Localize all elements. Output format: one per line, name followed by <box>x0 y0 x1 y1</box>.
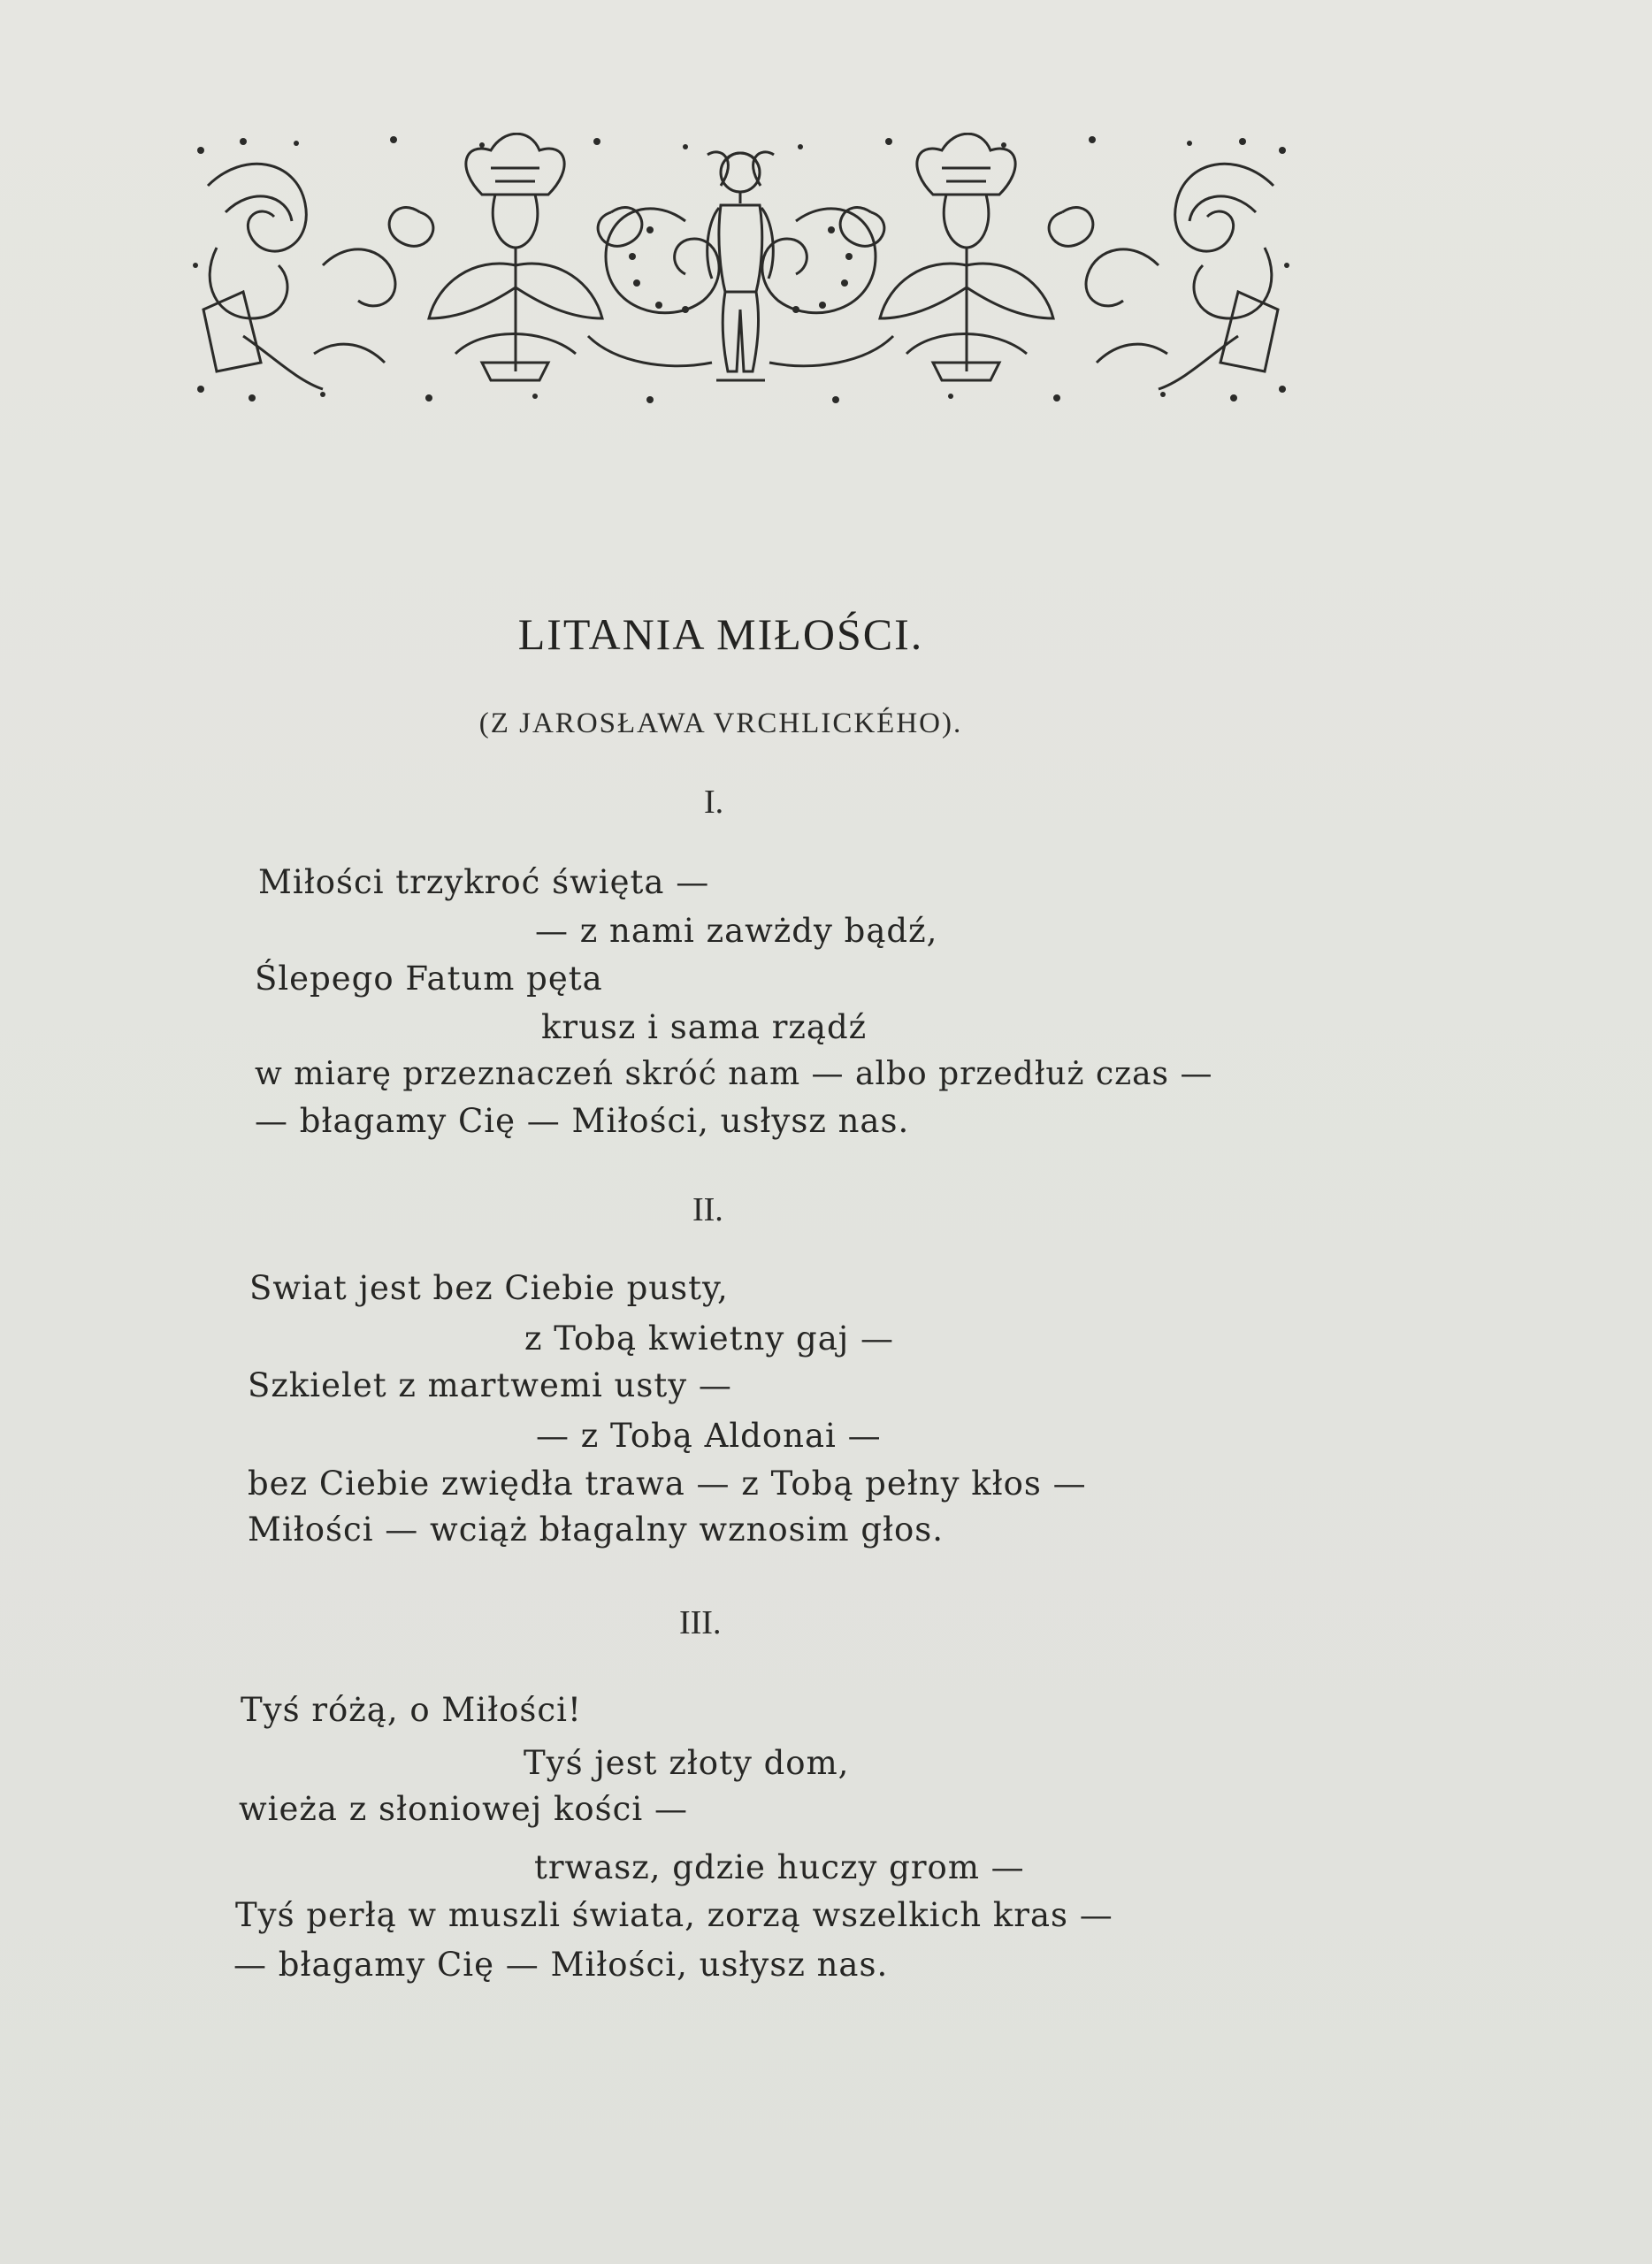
stanza-2-line-3: Szkielet z martwemi usty — <box>248 1366 732 1404</box>
poem-subtitle: (Z JAROSŁAWA VRCHLICKÉHO). <box>478 708 963 739</box>
stanza-2-line-6: Miłości — wciąż błagalny wznosim głos. <box>248 1511 945 1549</box>
stanza-2-line-2: z Tobą kwietny gaj — <box>524 1319 895 1358</box>
stanza-1-line-3: Ślepego Fatum pęta <box>255 960 603 998</box>
stanza-2-line-1: Swiat jest bez Ciebie pusty, <box>249 1269 729 1307</box>
stanza-2-line-5: bez Ciebie zwiędła trawa — z Tobą pełny kłos — <box>248 1465 1087 1503</box>
stanza-3-line-4: trwasz, gdzie huczy grom — <box>534 1848 1025 1886</box>
stanza-numeral-3: III. <box>679 1604 722 1641</box>
stanza-1-line-4: krusz i sama rządź <box>541 1008 868 1046</box>
poem-title: LITANIA MIŁOŚCI. <box>517 609 924 659</box>
stanza-numeral-2: II. <box>692 1191 723 1228</box>
stanza-1-line-6: — błagamy Cię — Miłości, usłysz nas. <box>255 1102 910 1140</box>
stanza-3-line-6: — błagamy Cię — Miłości, usłysz nas. <box>233 1946 889 1984</box>
stanza-1-line-2: — z nami zawżdy bądź, <box>535 912 938 950</box>
stanza-3-line-5: Tyś perłą w muszli świata, zorzą wszelkich kras — <box>235 1896 1113 1934</box>
renaissance-headpiece-ornament-icon <box>190 133 1291 411</box>
stanza-1-line-5: w miarę przeznaczeń skróć nam — albo przedłuż czas — <box>255 1056 1213 1092</box>
stanza-numeral-1: I. <box>704 784 724 821</box>
stanza-3-line-3: wieża z słoniowej kości — <box>239 1790 688 1828</box>
stanza-2-line-4: — z Tobą Aldonai — <box>536 1417 882 1455</box>
stanza-3-line-1: Tyś różą, o Miłości! <box>241 1691 582 1729</box>
stanza-3-line-2: Tyś jest złoty dom, <box>524 1744 850 1782</box>
stanza-1-line-1: Miłości trzykroć święta — <box>258 863 710 901</box>
